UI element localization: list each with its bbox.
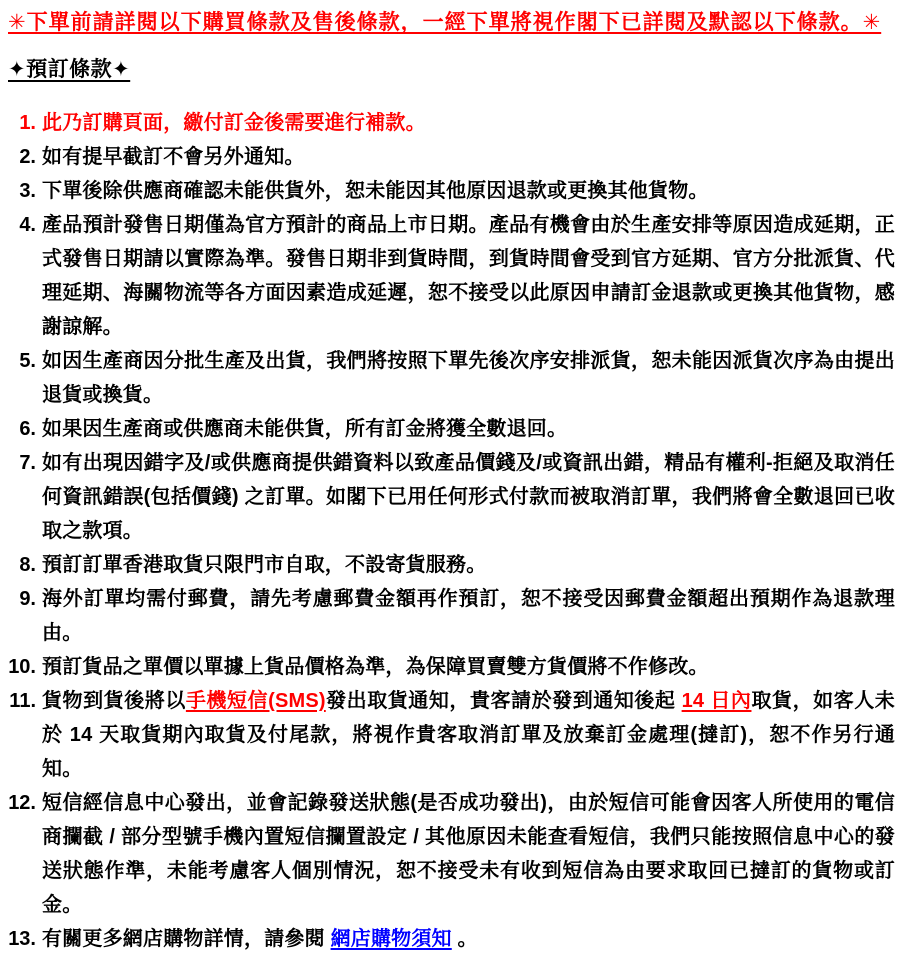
term-text-segment: 發出取貨通知，貴客請於發到通知後起 (325, 690, 682, 712)
term-item (8, 412, 895, 446)
term-item (8, 106, 895, 140)
term-item (8, 446, 895, 548)
highlighted-term-text: 14 日內 (681, 690, 752, 712)
term-item-text (42, 922, 895, 956)
term-text-segment: 短信經信息中心發出，並會記錄發送狀態(是否成功發出)，由於短信可能會因客人所使用的電信商攔截 / 部分型號手機內置短信攔置設定 / 其他原因未能查看短信，我們只能按照信息中心的發送狀態作準，未能考慮客人個別情況，恕不接受未有收到短信為由要求取回已撻訂的貨物或訂金。 (42, 792, 895, 916)
term-item-number: 8. (19, 554, 36, 576)
term-text-segment: 貨物到貨後將以 (42, 690, 186, 712)
term-item-number: 7. (19, 452, 36, 474)
section-title-preorder-terms: ✦預訂條款✦ (8, 58, 131, 81)
term-item (8, 174, 895, 208)
highlighted-term-text: 手機短信(SMS) (185, 690, 326, 712)
term-item-number: 2. (19, 146, 36, 168)
pre-order-warning-notice: ✳下單前請詳閱以下購買條款及售後條款，一經下單將視作閣下已詳閱及默認以下條款。✳ (8, 11, 882, 34)
term-item (8, 582, 895, 650)
term-text-segment: 有關更多網店購物詳情，請參閱 (42, 928, 331, 950)
term-item-number: 11. (9, 690, 36, 712)
term-item-text (42, 412, 895, 446)
terms-list (8, 106, 895, 956)
term-text-segment: 如有提早截訂不會另外通知。 (42, 146, 305, 168)
term-item-text (42, 548, 895, 582)
term-item-number: 3. (19, 180, 36, 202)
term-item (8, 684, 895, 786)
term-item (8, 344, 895, 412)
term-item (8, 208, 895, 344)
term-item (8, 548, 895, 582)
term-item-number: 12. (8, 792, 36, 814)
term-item-number: 4. (19, 214, 36, 236)
term-item-text (42, 106, 895, 140)
term-text-segment: 預訂貨品之單價以單據上貨品價格為準，為保障買賣雙方貨價將不作修改。 (42, 656, 709, 678)
term-text-segment: 。 (451, 928, 478, 950)
term-item-number: 10. (8, 656, 36, 678)
term-item-text (42, 174, 895, 208)
term-item-text (42, 446, 895, 548)
term-text-segment: 如果因生產商或供應商未能供貨，所有訂金將獲全數退回。 (42, 418, 568, 440)
term-item-text (42, 582, 895, 650)
term-item-text (42, 208, 895, 344)
term-text-segment: 預訂訂單香港取貨只限門市自取，不設寄貨服務。 (42, 554, 487, 576)
term-text-segment: 如因生產商因分批生產及出貨，我們將按照下單先後次序安排派貨，恕未能因派貨次序為由提出退貨或換貨。 (42, 350, 895, 406)
term-text-segment: 取貨，如客人未於 14 天取貨期內取貨及付尾款，將視作貴客取消訂單及放棄訂金處理(撻訂)，恕不作另行通知。 (42, 690, 895, 780)
term-item-number: 1. (19, 112, 36, 134)
term-text-segment: 此乃訂購頁面，繳付訂金後需要進行補款。 (42, 112, 426, 134)
term-text-segment: 產品預計發售日期僅為官方預計的商品上市日期。產品有機會由於生產安排等原因造成延期，正式發售日期請以實際為準。發售日期非到貨時間，到貨時間會受到官方延期、官方分批派貨、代理延期、海關物流等各方面因素造成延遲，恕不接受以此原因申請訂金退款或更換其他貨物，感謝諒解。 (42, 214, 895, 338)
term-item-text (42, 786, 895, 922)
term-item (8, 140, 895, 174)
term-item-text (42, 344, 895, 412)
term-item-text (42, 684, 895, 786)
term-text-segment: 下單後除供應商確認未能供貨外，恕未能因其他原因退款或更換其他貨物。 (42, 180, 709, 202)
term-text-segment: 如有出現因錯字及/或供應商提供錯資料以致產品價錢及/或資訊出錯，精品有權利-拒絕及取消任何資訊錯誤(包括價錢) 之訂單。如閣下已用任何形式付款而被取消訂單，我們將會全數退回已收取之款項。 (42, 452, 895, 542)
term-item (8, 922, 895, 956)
term-item-number: 9. (19, 588, 36, 610)
store-shopping-guide-link[interactable]: 網店購物須知 (330, 928, 452, 950)
term-text-segment: 海外訂單均需付郵費，請先考慮郵費金額再作預訂，恕不接受因郵費金額超出預期作為退款理由。 (42, 588, 895, 644)
term-item-text (42, 650, 895, 684)
term-item-number: 5. (19, 350, 36, 372)
term-item-number: 6. (19, 418, 36, 440)
term-item-text (42, 140, 895, 174)
term-item-number: 13. (8, 928, 36, 950)
term-item (8, 786, 895, 922)
term-item (8, 650, 895, 684)
